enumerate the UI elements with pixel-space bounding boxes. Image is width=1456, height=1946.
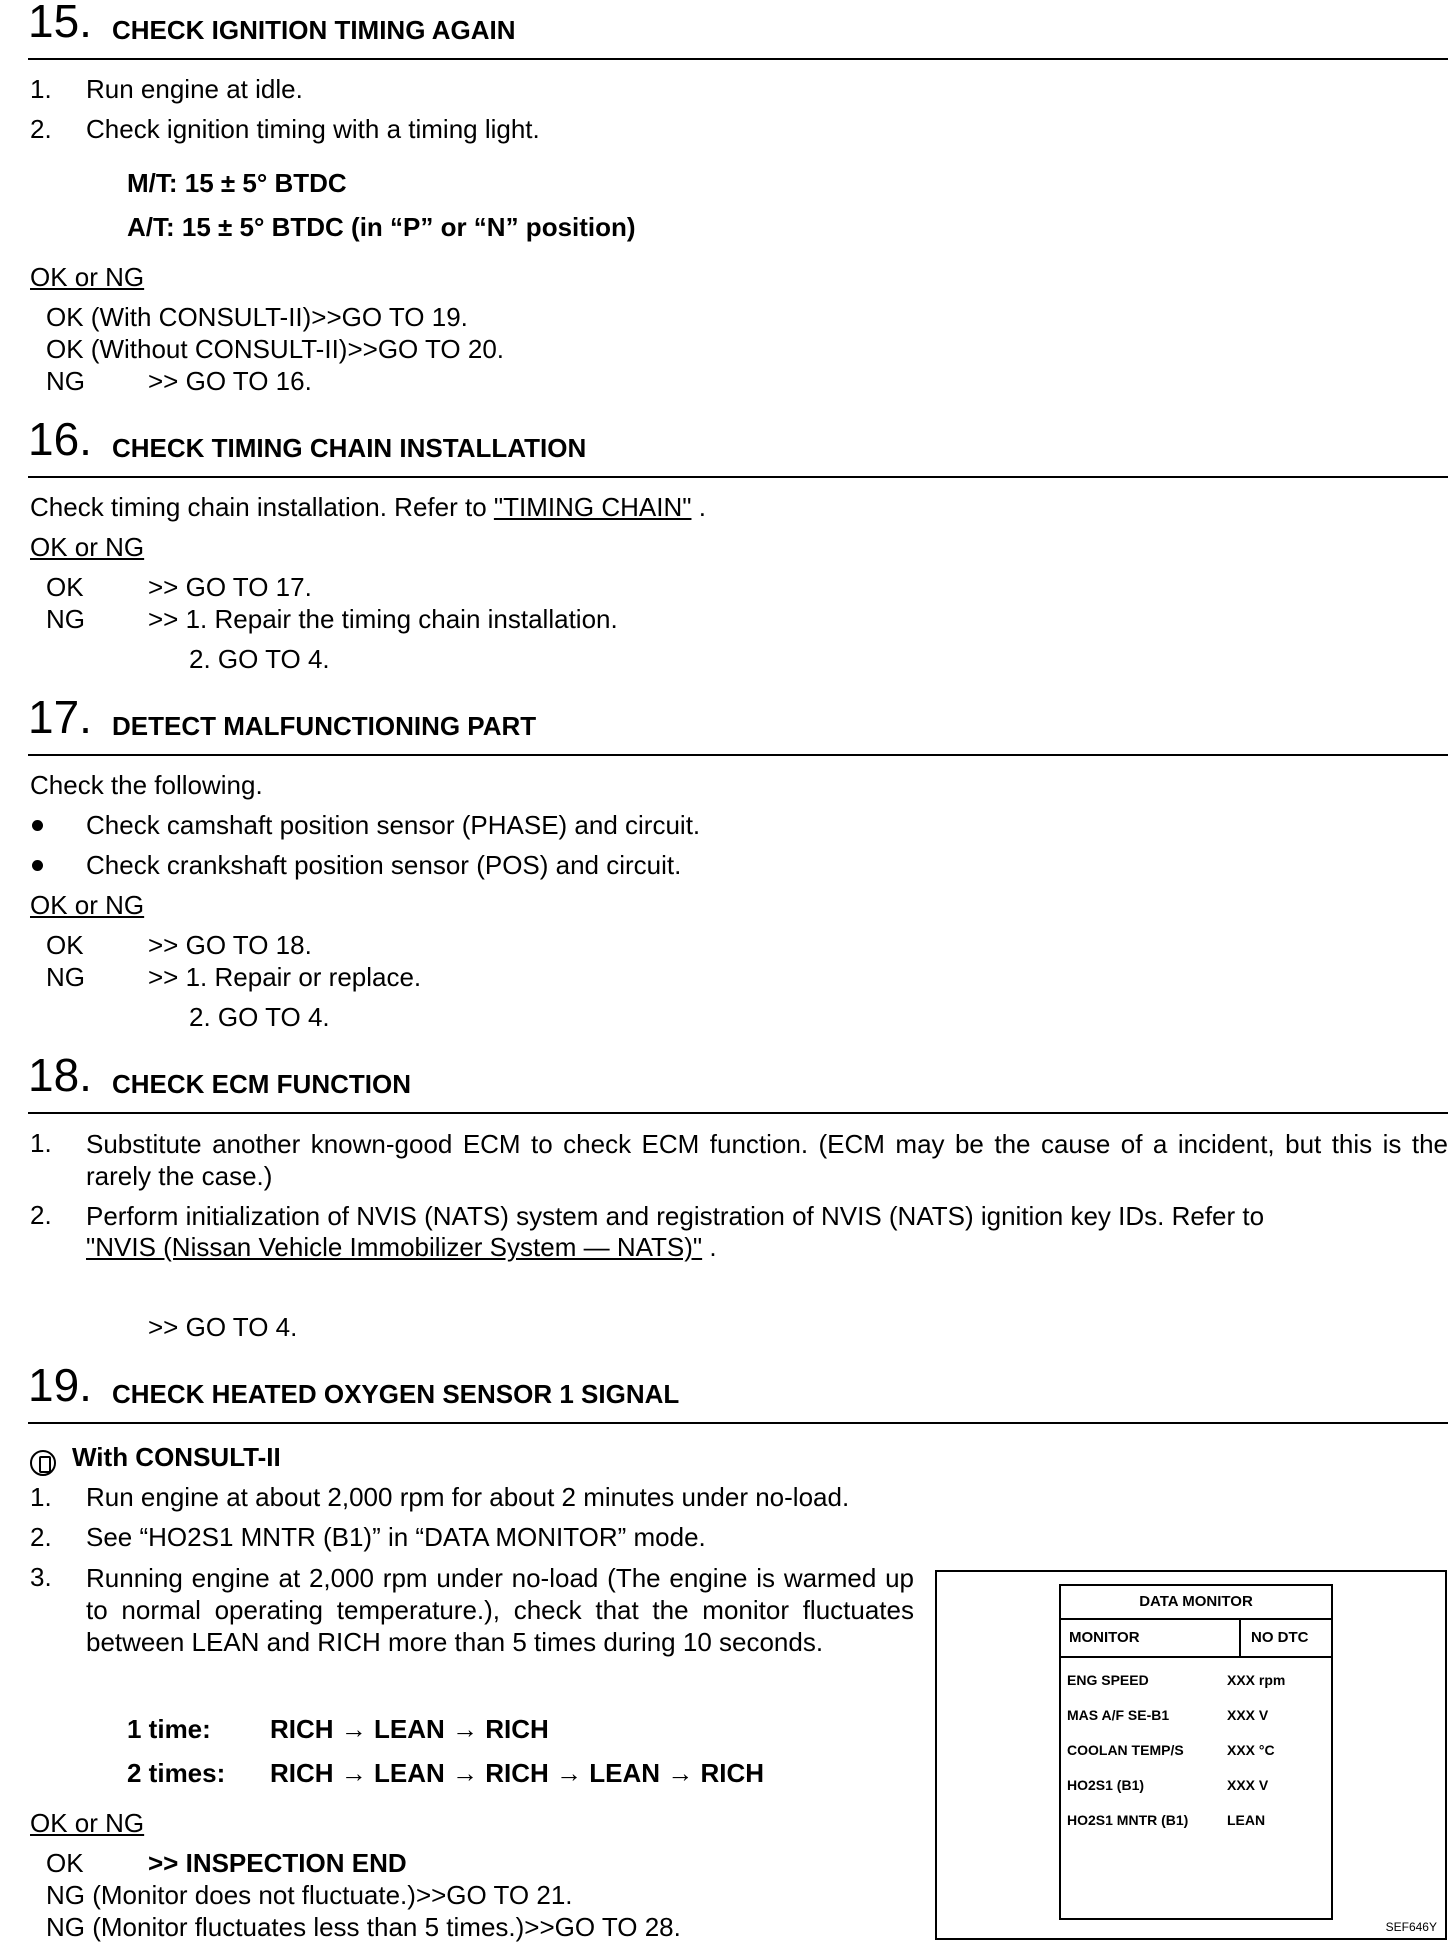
section-number: 15. <box>28 0 92 47</box>
nvis-ref <box>86 1232 717 1263</box>
section-16-header <box>28 413 1448 478</box>
step-text: Perform initialization of NVIS (NATS) system and registration of NVIS (NATS) ignition key IDs. Refer to <box>86 1201 1265 1231</box>
bullet-icon <box>32 860 43 871</box>
bullet-text: Check crankshaft position sensor (POS) and circuit. <box>86 850 682 880</box>
two-times-value: RICH → LEAN → RICH → LEAN → RICH <box>270 1758 764 1788</box>
step-number: 1. <box>30 1482 52 1512</box>
step-number: 2. <box>30 114 52 144</box>
one-time-label: 1 time: <box>127 1714 211 1744</box>
bullet-icon <box>32 820 43 831</box>
spec-mt: M/T: 15 ± 5° BTDC <box>127 168 347 198</box>
timing-chain-link[interactable]: "TIMING CHAIN" <box>493 492 692 522</box>
step-text: See “HO2S1 MNTR (B1)” in “DATA MONITOR” mode. <box>86 1522 706 1552</box>
two-times-label: 2 times: <box>127 1758 226 1788</box>
result-ng-text-2: 2. GO TO 4. <box>189 644 330 674</box>
instruction-post: . <box>691 492 706 522</box>
monitor-row <box>1067 1672 1286 1688</box>
figure-code: SEF646Y <box>1385 1920 1437 1934</box>
monitor-row <box>1067 1707 1269 1723</box>
data-monitor-figure <box>935 1570 1447 1940</box>
ok-or-ng-heading: OK or NG <box>30 890 145 920</box>
result-ok-text: >> GO TO 18. <box>148 930 312 960</box>
monitor-item: MAS A/F SE-B1 <box>1067 1707 1170 1723</box>
monitor-value: XXX V <box>1227 1707 1269 1723</box>
monitor-row <box>1067 1777 1269 1793</box>
step-text: Substitute another known-good ECM to check ECM function. (ECM may be the cause of a incident, but this is the rarely the case.) <box>86 1129 1448 1191</box>
result-ok-with-consult: OK (With CONSULT-II)>>GO TO 19. <box>46 302 468 332</box>
ok-or-ng-heading: OK or NG <box>30 532 145 562</box>
section-number: 16. <box>28 413 92 465</box>
result-ng-text-2: 2. GO TO 4. <box>189 1002 330 1032</box>
consult-icon <box>30 1450 56 1476</box>
data-monitor-header <box>1061 1620 1331 1658</box>
consult-label: With CONSULT-II <box>72 1442 281 1472</box>
step-text: Running engine at 2,000 rpm under no-load (The engine is warmed up to normal operating temperature.), check that the monitor fluctuates between LEAN and RICH more than 5 times during 10 seconds. <box>86 1563 914 1657</box>
step-number: 1. <box>30 1128 52 1158</box>
monitor-value: XXX V <box>1227 1777 1269 1793</box>
result-ng-2: NG (Monitor fluctuates less than 5 times.)>>GO TO 28. <box>46 1912 681 1942</box>
data-monitor-screen <box>1059 1584 1333 1920</box>
header-divider <box>1239 1620 1241 1656</box>
result-ng-text: >> 1. Repair the timing chain installation. <box>148 604 618 634</box>
step-number: 2. <box>30 1200 52 1230</box>
ok-or-ng-heading: OK or NG <box>30 262 145 292</box>
step-number: 1. <box>30 74 52 104</box>
result-ng-1: NG (Monitor does not fluctuate.)>>GO TO 21. <box>46 1880 573 1910</box>
step-text: Run engine at idle. <box>86 74 303 104</box>
intro-text: Check the following. <box>30 770 263 800</box>
section-title: DETECT MALFUNCTIONING PART <box>112 711 537 741</box>
instruction-pre: Check timing chain installation. Refer to <box>30 492 494 522</box>
result-ok-text: >> GO TO 17. <box>148 572 312 602</box>
section-title: CHECK HEATED OXYGEN SENSOR 1 SIGNAL <box>112 1379 680 1409</box>
one-time-value: RICH → LEAN → RICH <box>270 1714 549 1744</box>
nvis-link-post: . <box>702 1232 717 1262</box>
section-number: 17. <box>28 691 92 743</box>
result-ok-label: OK <box>46 1848 84 1878</box>
monitor-row <box>1067 1812 1266 1828</box>
monitor-value: LEAN <box>1227 1812 1266 1828</box>
section-title: CHECK ECM FUNCTION <box>112 1069 411 1099</box>
result-ok-text: >> INSPECTION END <box>148 1848 407 1878</box>
section-19-header <box>28 1359 1448 1424</box>
monitor-value: XXX °C <box>1227 1742 1275 1758</box>
monitor-item: ENG SPEED <box>1067 1672 1149 1688</box>
result-ng-label: NG <box>46 366 85 396</box>
step-number: 3. <box>30 1562 52 1592</box>
monitor-item: HO2S1 MNTR (B1) <box>1067 1812 1189 1828</box>
monitor-row <box>1067 1742 1275 1758</box>
instruction-text <box>30 492 706 523</box>
result-ng-label: NG <box>46 604 85 634</box>
result-ok-label: OK <box>46 930 84 960</box>
section-title: CHECK IGNITION TIMING AGAIN <box>112 15 516 45</box>
bullet-text: Check camshaft position sensor (PHASE) and circuit. <box>86 810 701 840</box>
result-ng-text: >> 1. Repair or replace. <box>148 962 422 992</box>
nvis-link[interactable]: "NVIS (Nissan Vehicle Immobilizer System — NATS)" <box>86 1232 703 1262</box>
monitor-item: COOLAN TEMP/S <box>1067 1742 1184 1758</box>
section-15-header <box>28 2 1448 60</box>
goto-text: >> GO TO 4. <box>148 1312 298 1342</box>
result-ok-without-consult: OK (Without CONSULT-II)>>GO TO 20. <box>46 334 505 364</box>
step-number: 2. <box>30 1522 52 1552</box>
monitor-column-label: MONITOR <box>1069 1629 1140 1646</box>
result-ok-label: OK <box>46 572 84 602</box>
spec-at: A/T: 15 ± 5° BTDC (in “P” or “N” position) <box>127 212 636 242</box>
result-ng-text: >> GO TO 16. <box>148 366 312 396</box>
section-number: 19. <box>28 1359 92 1411</box>
dtc-status: NO DTC <box>1251 1629 1309 1646</box>
monitor-item: HO2S1 (B1) <box>1067 1777 1145 1793</box>
step-text: Run engine at about 2,000 rpm for about 2 minutes under no-load. <box>86 1482 850 1512</box>
monitor-value: XXX rpm <box>1227 1672 1286 1688</box>
ok-or-ng-heading: OK or NG <box>30 1808 145 1838</box>
section-title: CHECK TIMING CHAIN INSTALLATION <box>112 433 587 463</box>
section-number: 18. <box>28 1049 92 1101</box>
data-monitor-title: DATA MONITOR <box>1061 1586 1331 1620</box>
section-17-header <box>28 691 1448 756</box>
step-text: Check ignition timing with a timing light. <box>86 114 540 144</box>
section-18-header <box>28 1049 1448 1114</box>
result-ng-label: NG <box>46 962 85 992</box>
